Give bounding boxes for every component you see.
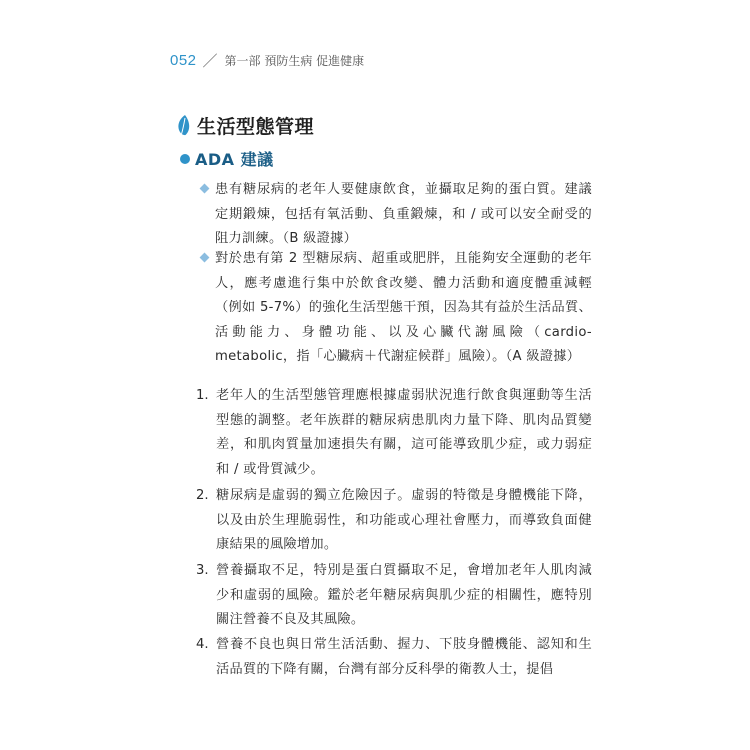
diamond-bullet-icon — [200, 184, 210, 194]
item-text: 老年人的生活型態管理應根據虛弱狀況進行飲食與運動等生活型態的調整。老年族群的糖尿病患肌肉力量下降、肌肉品質變差，和肌肉質量加速損失有關，這可能導致肌少症，或力弱症和 / 或骨質減少。 — [216, 388, 592, 477]
running-head — [170, 50, 364, 71]
item-text: 營養攝取不足，特別是蛋白質攝取不足，會增加老年人肌肉減少和虛弱的風險。鑑於老年糖尿病與肌少症的相關性，應特別關注營養不良及其風險。 — [216, 563, 592, 627]
header-separator: ／ — [202, 52, 218, 70]
numbered-item — [196, 559, 592, 633]
diamond-bullet-icon — [200, 253, 210, 263]
numbered-item — [196, 384, 592, 482]
item-number: 2. — [196, 488, 209, 503]
numbered-item — [196, 484, 592, 558]
section-title: 生活型態管理 — [197, 116, 315, 138]
subsection-title: ADA 建議 — [195, 150, 274, 169]
section-heading — [176, 112, 314, 139]
item-number: 4. — [196, 637, 209, 652]
item-text: 糖尿病是虛弱的獨立危險因子。虛弱的特徵是身體機能下降，以及由於生理脆弱性，和功能或心理社會壓力，而導致負面健康結果的風險增加。 — [216, 488, 592, 552]
recommendation-bullet — [200, 247, 592, 370]
sub-heading — [180, 147, 274, 170]
bullet-text: 對於患有第 2 型糖尿病、超重或肥胖，且能夠安全運動的老年人，應考慮進行集中於飲食改變、體力活動和適度體重減輕（例如 5-7%）的強化生活型態干預，因為其有益於生活品質、活動能力、身體功能、以及心臟代謝風險（cardio-metabolic，指「心臟病＋代謝症候群」風險）。（A 級證據） — [215, 251, 592, 364]
item-text: 營養不良也與日常生活活動、握力、下肢身體機能、認知和生活品質的下降有關，台灣有部分反科學的衛教人士，提倡 — [216, 637, 592, 677]
page-number: 052 — [170, 52, 197, 69]
bullet-dot-icon — [180, 154, 190, 164]
item-number: 1. — [196, 388, 209, 403]
recommendation-bullet — [200, 178, 592, 252]
numbered-item — [196, 633, 592, 682]
item-number: 3. — [196, 563, 209, 578]
part-title: 第一部 預防生病 促進健康 — [224, 54, 365, 68]
leaf-icon — [176, 114, 192, 138]
bullet-text: 患有糖尿病的老年人要健康飲食，並攝取足夠的蛋白質。建議定期鍛煉，包括有氧活動、負重鍛煉，和 / 或可以安全耐受的阻力訓練。（B 級證據） — [215, 182, 592, 246]
